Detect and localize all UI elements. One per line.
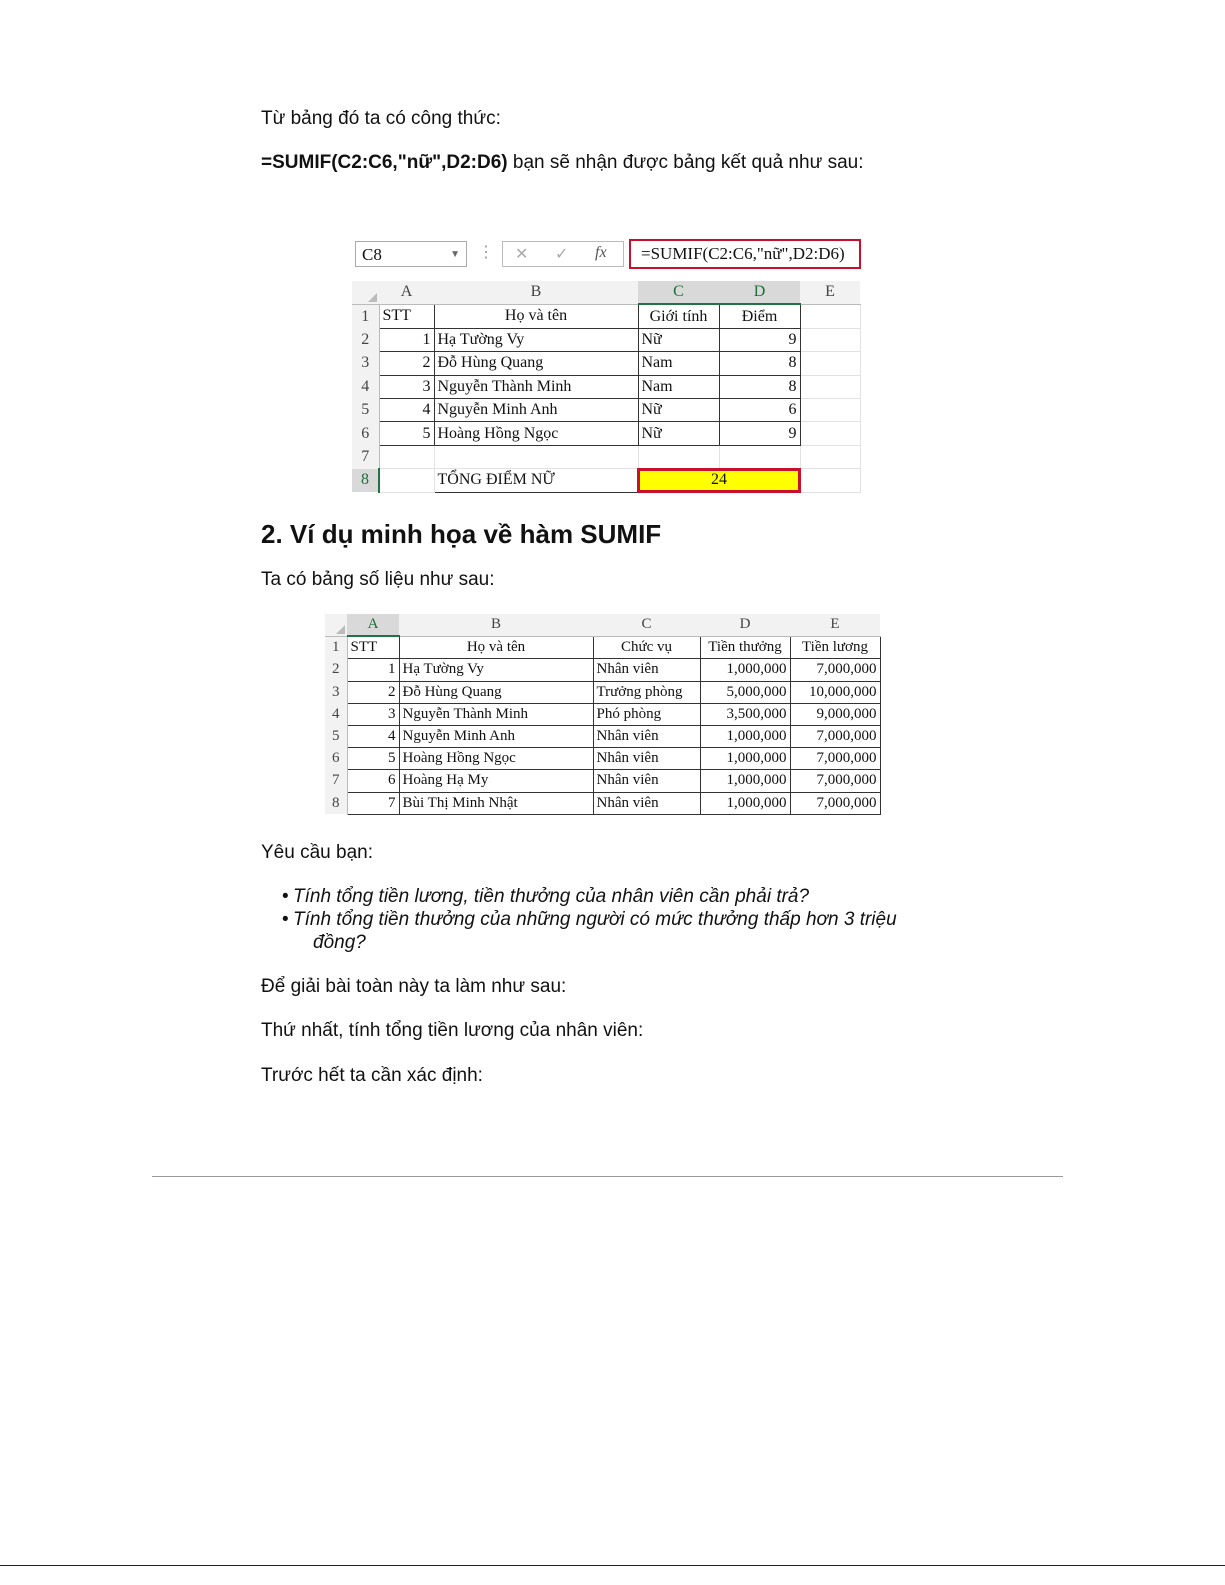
cell[interactable]: Nguyễn Thành Minh — [434, 375, 638, 398]
cell[interactable]: Bùi Thị Minh Nhật — [399, 792, 593, 814]
row-header[interactable]: 5 — [325, 725, 347, 747]
col-header-c[interactable]: C — [593, 614, 700, 636]
cell[interactable]: Hoàng Hồng Ngọc — [434, 422, 638, 445]
cell[interactable]: 4 — [347, 725, 399, 747]
table-row — [352, 352, 860, 375]
cell[interactable]: Nhân viên — [593, 659, 700, 681]
cell[interactable]: 6 — [347, 770, 399, 792]
column-header-row — [352, 281, 860, 304]
cell[interactable]: 3 — [347, 703, 399, 725]
row-header[interactable]: 8 — [352, 469, 379, 492]
cell[interactable]: Đỗ Hùng Quang — [399, 681, 593, 703]
cell[interactable]: 10,000,000 — [790, 681, 880, 703]
cell[interactable]: Nguyễn Thành Minh — [399, 703, 593, 725]
cell[interactable] — [800, 445, 860, 468]
col-header-a[interactable]: A — [347, 614, 399, 636]
cell[interactable]: Hạ Tường Vy — [434, 328, 638, 351]
row-header[interactable]: 7 — [325, 770, 347, 792]
cell[interactable]: 6 — [719, 398, 800, 421]
cell[interactable]: Họ và tên — [434, 304, 638, 328]
table-row — [352, 469, 860, 492]
cell[interactable]: Phó phòng — [593, 703, 700, 725]
cell[interactable]: Trưởng phòng — [593, 681, 700, 703]
select-all-corner[interactable] — [352, 281, 379, 304]
cell[interactable]: 1,000,000 — [700, 770, 790, 792]
table-row — [325, 636, 880, 659]
col-header-a[interactable]: A — [379, 281, 434, 304]
col-header-b[interactable]: B — [434, 281, 638, 304]
cell[interactable]: STT — [379, 304, 434, 328]
table-row — [352, 304, 860, 328]
cell[interactable]: Nhân viên — [593, 725, 700, 747]
table-row — [325, 703, 880, 725]
cell[interactable]: Nhân viên — [593, 770, 700, 792]
cell[interactable]: 7,000,000 — [790, 792, 880, 814]
cell[interactable] — [800, 375, 860, 398]
cell[interactable]: Nguyễn Minh Anh — [434, 398, 638, 421]
cancel-icon[interactable]: ✕ — [515, 246, 529, 263]
row-header[interactable]: 6 — [325, 748, 347, 770]
col-header-b[interactable]: B — [399, 614, 593, 636]
select-all-corner[interactable] — [325, 614, 347, 636]
cell[interactable] — [379, 445, 434, 468]
cell[interactable]: 1,000,000 — [700, 725, 790, 747]
row-header[interactable]: 6 — [352, 422, 379, 445]
requirements-label: Yêu cầu bạn: — [261, 842, 373, 863]
row-header[interactable]: 3 — [325, 681, 347, 703]
cell[interactable]: 9 — [719, 328, 800, 351]
formula-input[interactable]: =SUMIF(C2:C6,"nữ",D2:D6) — [629, 239, 861, 269]
sheet-table-2 — [325, 614, 881, 815]
row-header[interactable]: 1 — [325, 636, 347, 659]
cell[interactable]: 1 — [347, 659, 399, 681]
row-header[interactable]: 1 — [352, 304, 379, 328]
table-row — [325, 770, 880, 792]
cell[interactable]: 1,000,000 — [700, 792, 790, 814]
cell[interactable]: 1 — [379, 328, 434, 351]
cell[interactable]: 9,000,000 — [790, 703, 880, 725]
cell[interactable]: Tiền thưởng — [700, 636, 790, 659]
section-heading: 2. Ví dụ minh họa về hàm SUMIF — [261, 519, 662, 549]
cell[interactable]: Nguyễn Minh Anh — [399, 725, 593, 747]
requirements-list — [285, 885, 897, 954]
cell[interactable]: 7,000,000 — [790, 748, 880, 770]
check-icon[interactable]: ✓ — [555, 246, 569, 263]
row-header[interactable]: 2 — [325, 659, 347, 681]
column-header-row — [325, 614, 880, 636]
formula-bold: =SUMIF(C2:C6,"nữ",D2:D6) — [261, 152, 508, 173]
row-header[interactable]: 5 — [352, 398, 379, 421]
formula-rest: bạn sẽ nhận được bảng kết quả như sau: — [507, 152, 864, 173]
cell[interactable]: 4 — [379, 398, 434, 421]
cell[interactable]: Nhân viên — [593, 748, 700, 770]
formula-sentence — [261, 152, 863, 174]
table-row — [352, 328, 860, 351]
page-bottom-edge — [0, 1565, 1225, 1566]
table-row — [352, 422, 860, 445]
more-vert-icon: ⋮ — [478, 244, 494, 261]
cell[interactable]: Giới tính — [638, 304, 719, 328]
cell[interactable]: 5 — [379, 422, 434, 445]
cell[interactable]: Hạ Tường Vy — [399, 659, 593, 681]
cell[interactable]: 5 — [347, 748, 399, 770]
cell[interactable]: Hoàng Hồng Ngọc — [399, 748, 593, 770]
row-header[interactable]: 7 — [352, 445, 379, 468]
table-row — [352, 398, 860, 421]
list-item-text: Tính tổng tiền lương, tiền thưởng của nhân viên cần phải trả? — [293, 886, 810, 907]
cell[interactable] — [800, 469, 860, 492]
cell[interactable]: 5,000,000 — [700, 681, 790, 703]
row-header[interactable]: 2 — [352, 328, 379, 351]
cell[interactable] — [800, 398, 860, 421]
cell[interactable] — [800, 328, 860, 351]
col-header-c[interactable]: C — [638, 281, 719, 304]
cell[interactable] — [434, 445, 638, 468]
cell[interactable]: Nhân viên — [593, 792, 700, 814]
cell[interactable] — [800, 422, 860, 445]
cell[interactable]: 2 — [347, 681, 399, 703]
list-item-continuation: đồng? — [313, 932, 366, 953]
row-header[interactable]: 8 — [325, 792, 347, 814]
section-intro: Ta có bảng số liệu như sau: — [261, 569, 495, 590]
formula-bar — [352, 238, 870, 272]
cell[interactable]: 7 — [347, 792, 399, 814]
row-header[interactable]: 3 — [352, 352, 379, 375]
table-row — [325, 725, 880, 747]
cell[interactable]: 3,500,000 — [700, 703, 790, 725]
row-header[interactable]: 4 — [325, 703, 347, 725]
cell[interactable]: 1,000,000 — [700, 659, 790, 681]
intro-line: Từ bảng đó ta có công thức: — [261, 108, 501, 129]
cell[interactable] — [379, 469, 434, 492]
cell[interactable]: 7,000,000 — [790, 770, 880, 792]
name-box-value: C8 — [362, 245, 382, 264]
cell[interactable]: 1,000,000 — [700, 748, 790, 770]
cell[interactable]: 7,000,000 — [790, 725, 880, 747]
cell[interactable]: 2 — [379, 352, 434, 375]
cell[interactable]: Nữ — [638, 398, 719, 421]
sheet-table-1 — [352, 281, 861, 493]
row-header[interactable]: 4 — [352, 375, 379, 398]
cell[interactable]: Chức vụ — [593, 636, 700, 659]
cell[interactable]: 7,000,000 — [790, 659, 880, 681]
cell[interactable] — [800, 352, 860, 375]
cell[interactable]: Nữ — [638, 328, 719, 351]
total-label-cell[interactable]: TỔNG ĐIỂM NỮ — [434, 469, 638, 492]
closing-line-2: Thứ nhất, tính tổng tiền lương của nhân viên: — [261, 1020, 644, 1041]
list-item — [285, 885, 897, 908]
formula-controls — [502, 241, 624, 267]
cell[interactable]: 8 — [719, 375, 800, 398]
table-row — [352, 445, 860, 468]
cell[interactable]: Tiền lương — [790, 636, 880, 659]
table-row — [352, 375, 860, 398]
name-box[interactable] — [355, 241, 467, 267]
col-header-e[interactable]: E — [800, 281, 860, 304]
col-header-d[interactable]: D — [700, 614, 790, 636]
cell[interactable]: Điểm — [719, 304, 800, 328]
cell[interactable]: Hoàng Hạ My — [399, 770, 593, 792]
total-value-cell[interactable]: 24 — [638, 469, 800, 492]
table-row — [325, 748, 880, 770]
cell[interactable] — [719, 445, 800, 468]
cell[interactable] — [638, 445, 719, 468]
cell[interactable]: STT — [347, 636, 399, 659]
cell[interactable] — [800, 304, 860, 328]
cell[interactable]: Nam — [638, 375, 719, 398]
list-item-text: Tính tổng tiền thưởng của những người có mức thưởng thấp hơn 3 triệu — [293, 909, 897, 930]
cell[interactable]: Đỗ Hùng Quang — [434, 352, 638, 375]
list-item — [285, 908, 897, 954]
page-divider — [152, 1176, 1063, 1177]
cell[interactable]: Nữ — [638, 422, 719, 445]
cell[interactable]: Nam — [638, 352, 719, 375]
excel-figure-1 — [352, 238, 870, 500]
table-row — [325, 659, 880, 681]
col-header-d[interactable]: D — [719, 281, 800, 304]
table-row — [325, 681, 880, 703]
function-icon[interactable]: fx — [595, 244, 607, 261]
closing-line-3: Trước hết ta cần xác định: — [261, 1065, 483, 1086]
chevron-down-icon[interactable]: ▼ — [450, 249, 460, 260]
col-header-e[interactable]: E — [790, 614, 880, 636]
closing-line-1: Để giải bài toàn này ta làm như sau: — [261, 976, 567, 997]
cell[interactable]: 8 — [719, 352, 800, 375]
cell[interactable]: 9 — [719, 422, 800, 445]
cell[interactable]: 3 — [379, 375, 434, 398]
cell[interactable]: Họ và tên — [399, 636, 593, 659]
table-row — [325, 792, 880, 814]
